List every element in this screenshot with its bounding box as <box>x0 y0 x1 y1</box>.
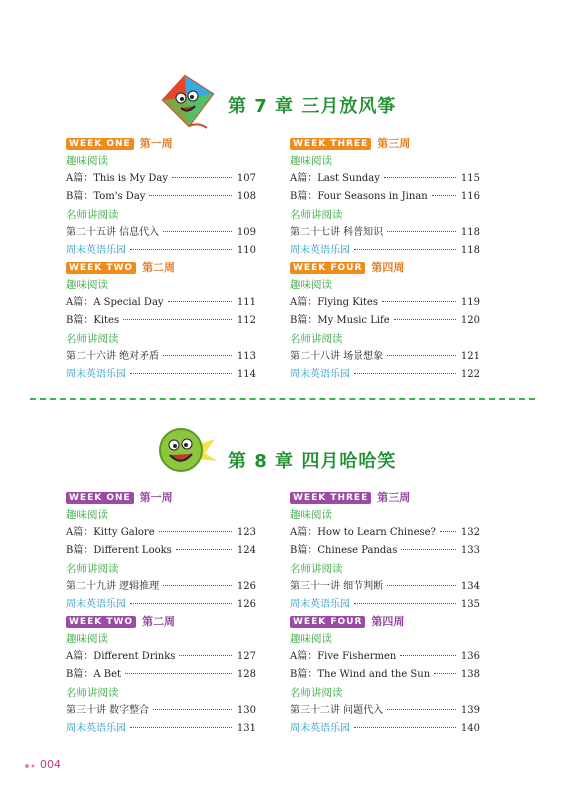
toc-entry[interactable] <box>290 702 480 720</box>
leader-dots <box>123 319 232 320</box>
toc-entry-title: 第二十八讲 场景想象 <box>290 351 384 362</box>
toc-entry[interactable] <box>66 242 256 260</box>
toc-entry[interactable] <box>290 596 480 614</box>
week-badge: WEEK THREE <box>290 138 371 150</box>
toc-entry[interactable] <box>290 542 480 560</box>
leader-dots <box>354 249 456 250</box>
section-heading: 名师讲阅读 <box>66 687 119 699</box>
section-heading: 趣味阅读 <box>66 509 108 521</box>
toc-entry-page: 122 <box>460 369 480 380</box>
toc-entry[interactable] <box>66 578 256 596</box>
toc-entry[interactable] <box>290 170 480 188</box>
week-heading <box>290 136 480 152</box>
leader-dots <box>434 673 456 674</box>
toc-entry-title: A篇：Flying Kites <box>290 297 378 308</box>
toc-entry-title: B篇：Different Looks <box>66 545 172 556</box>
chapter-7-header <box>0 72 566 132</box>
chapter-8-right-column <box>290 490 480 738</box>
toc-entry-page: 131 <box>236 723 256 734</box>
toc-entry-page: 132 <box>460 527 480 538</box>
toc-entry-page: 124 <box>236 545 256 556</box>
toc-entry[interactable] <box>290 224 480 242</box>
week-badge: WEEK TWO <box>66 616 136 628</box>
toc-entry[interactable] <box>290 666 480 684</box>
toc-entry-page: 109 <box>236 227 256 238</box>
kite-mascot-icon <box>155 72 221 130</box>
leader-dots <box>163 355 232 356</box>
leader-dots <box>130 727 232 728</box>
leader-dots <box>432 195 456 196</box>
toc-entry-page: 113 <box>236 351 256 362</box>
toc-entry[interactable] <box>290 242 480 260</box>
toc-entry-title: A篇：This is My Day <box>66 173 169 184</box>
toc-entry-title: A篇：Five Fishermen <box>290 651 397 662</box>
toc-entry-title: B篇：Four Seasons in Jinan <box>290 191 428 202</box>
toc-entry-title: 周末英语乐园 <box>290 245 350 256</box>
chapter-8-left-column <box>66 490 256 738</box>
toc-entry[interactable] <box>290 578 480 596</box>
toc-entry-page: 130 <box>236 705 256 716</box>
toc-entry-title: 周末英语乐园 <box>66 245 126 256</box>
week-label: 第三周 <box>377 491 411 504</box>
week-label: 第二周 <box>142 615 176 628</box>
toc-entry[interactable] <box>290 524 480 542</box>
section-heading: 趣味阅读 <box>66 633 108 645</box>
toc-entry-page: 123 <box>236 527 256 538</box>
leader-dots <box>159 531 232 532</box>
toc-entry-title: 周末英语乐园 <box>290 369 350 380</box>
leader-dots <box>440 531 456 532</box>
chapter-7-right-column <box>290 136 480 384</box>
toc-entry-page: 128 <box>236 669 256 680</box>
smiley-ball-mascot-icon <box>155 425 219 475</box>
week-heading <box>66 136 256 152</box>
toc-entry[interactable] <box>290 348 480 366</box>
toc-entry[interactable] <box>66 542 256 560</box>
chapter-title: 第 7 章 三月放风筝 <box>228 96 397 117</box>
section-heading: 趣味阅读 <box>290 633 332 645</box>
toc-entry-page: 114 <box>236 369 256 380</box>
toc-entry-page: 121 <box>460 351 480 362</box>
leader-dots <box>394 319 456 320</box>
toc-entry-title: A篇：Different Drinks <box>66 651 176 662</box>
section-heading: 趣味阅读 <box>290 155 332 167</box>
toc-entry-page: 140 <box>460 723 480 734</box>
leader-dots <box>400 655 456 656</box>
leader-dots <box>130 373 232 374</box>
toc-entry-title: 周末英语乐园 <box>66 369 126 380</box>
week-badge: WEEK THREE <box>290 492 371 504</box>
toc-entry-title: 周末英语乐园 <box>290 723 350 734</box>
toc-entry-page: 110 <box>236 245 256 256</box>
leader-dots <box>354 373 456 374</box>
leader-dots <box>130 603 232 604</box>
toc-entry-title: 周末英语乐园 <box>66 599 126 610</box>
section-heading: 趣味阅读 <box>290 509 332 521</box>
leader-dots <box>130 249 232 250</box>
toc-entry[interactable] <box>66 596 256 614</box>
toc-entry-title: A篇：A Special Day <box>66 297 164 308</box>
week-label: 第四周 <box>371 615 405 628</box>
week-label: 第三周 <box>377 137 411 150</box>
leader-dots <box>387 709 456 710</box>
week-label: 第一周 <box>139 491 173 504</box>
toc-entry-page: 135 <box>460 599 480 610</box>
section-heading: 趣味阅读 <box>66 155 108 167</box>
toc-entry-page: 133 <box>460 545 480 556</box>
week-heading <box>290 490 480 506</box>
section-heading: 名师讲阅读 <box>66 333 119 345</box>
week-label: 第一周 <box>139 137 173 150</box>
leader-dots <box>149 195 232 196</box>
leader-dots <box>153 709 232 710</box>
toc-entry-page: 115 <box>460 173 480 184</box>
section-heading: 名师讲阅读 <box>66 209 119 221</box>
toc-entry-page: 107 <box>236 173 256 184</box>
section-heading: 名师讲阅读 <box>290 333 343 345</box>
toc-entry[interactable] <box>66 648 256 666</box>
toc-entry-title: 第二十七讲 科普知识 <box>290 227 384 238</box>
toc-entry-title: B篇：Tom's Day <box>66 191 146 202</box>
toc-entry-title: 第二十五讲 信息代入 <box>66 227 160 238</box>
toc-entry[interactable] <box>66 170 256 188</box>
toc-entry-page: 139 <box>460 705 480 716</box>
leader-dots <box>163 585 232 586</box>
toc-entry-title: A篇：How to Learn Chinese? <box>290 527 436 538</box>
section-heading: 名师讲阅读 <box>290 687 343 699</box>
week-badge: WEEK TWO <box>66 262 136 274</box>
toc-entry-title: B篇：Kites <box>66 315 120 326</box>
toc-entry-title: A篇：Kitty Galore <box>66 527 155 538</box>
leader-dots <box>176 549 232 550</box>
leader-dots <box>163 231 232 232</box>
toc-entry-title: 第三十讲 数字整合 <box>66 705 150 716</box>
chapter-title: 第 8 章 四月哈哈笑 <box>228 451 397 472</box>
toc-entry-title: B篇：The Wind and the Sun <box>290 669 431 680</box>
section-heading: 名师讲阅读 <box>290 209 343 221</box>
leader-dots <box>172 177 232 178</box>
toc-entry-page: 116 <box>460 191 480 202</box>
toc-entry-page: 127 <box>236 651 256 662</box>
toc-entry-title: B篇：Chinese Pandas <box>290 545 398 556</box>
leader-dots <box>401 549 456 550</box>
toc-entry-title: 第三十二讲 问题代入 <box>290 705 384 716</box>
toc-entry-title: B篇：A Bet <box>66 669 122 680</box>
toc-entry-title: A篇：Last Sunday <box>290 173 380 184</box>
week-badge: WEEK ONE <box>66 138 134 150</box>
toc-entry-page: 119 <box>460 297 480 308</box>
week-badge: WEEK FOUR <box>290 262 365 274</box>
week-label: 第四周 <box>371 261 405 274</box>
toc-entry[interactable] <box>66 666 256 684</box>
leader-dots <box>168 301 232 302</box>
toc-entry[interactable] <box>290 312 480 330</box>
toc-entry[interactable] <box>66 524 256 542</box>
toc-entry-page: 120 <box>460 315 480 326</box>
week-heading <box>66 614 256 630</box>
page-number: 004 <box>40 758 61 771</box>
toc-entry[interactable] <box>290 720 480 738</box>
toc-entry-title: B篇：My Music Life <box>290 315 390 326</box>
toc-entry-title: 第二十六讲 绝对矛盾 <box>66 351 160 362</box>
leader-dots <box>387 231 456 232</box>
toc-entry-page: 112 <box>236 315 256 326</box>
toc-entry[interactable] <box>66 294 256 312</box>
week-badge: WEEK FOUR <box>290 616 365 628</box>
leader-dots <box>179 655 232 656</box>
section-heading: 名师讲阅读 <box>290 563 343 575</box>
leader-dots <box>354 603 456 604</box>
toc-entry-title: 第二十九讲 逻辑推理 <box>66 581 160 592</box>
section-heading: 趣味阅读 <box>66 279 108 291</box>
toc-entry[interactable] <box>66 188 256 206</box>
leader-dots <box>387 355 456 356</box>
toc-entry-page: 108 <box>236 191 256 202</box>
leader-dots <box>384 177 456 178</box>
toc-entry-page: 126 <box>236 581 256 592</box>
toc-entry-page: 118 <box>460 245 480 256</box>
toc-entry-title: 第三十一讲 细节判断 <box>290 581 384 592</box>
toc-entry-title: 周末英语乐园 <box>66 723 126 734</box>
leader-dots <box>382 301 456 302</box>
week-heading <box>290 260 480 276</box>
toc-entry[interactable] <box>66 366 256 384</box>
toc-entry[interactable] <box>290 648 480 666</box>
toc-entry[interactable] <box>290 188 480 206</box>
chapter-divider <box>30 398 535 400</box>
toc-entry[interactable] <box>66 312 256 330</box>
toc-entry-page: 138 <box>460 669 480 680</box>
leader-dots <box>387 585 456 586</box>
toc-entry-page: 134 <box>460 581 480 592</box>
section-heading: 名师讲阅读 <box>66 563 119 575</box>
toc-entry[interactable] <box>66 702 256 720</box>
chapter-8-header <box>0 425 566 485</box>
toc-entry-page: 118 <box>460 227 480 238</box>
leader-dots <box>125 673 232 674</box>
week-badge: WEEK ONE <box>66 492 134 504</box>
toc-entry[interactable] <box>290 294 480 312</box>
toc-entry[interactable] <box>290 366 480 384</box>
toc-entry[interactable] <box>66 720 256 738</box>
toc-entry[interactable] <box>66 348 256 366</box>
leader-dots <box>354 727 456 728</box>
chapter-7-left-column <box>66 136 256 384</box>
toc-entry-title: 周末英语乐园 <box>290 599 350 610</box>
week-heading <box>66 490 256 506</box>
week-label: 第二周 <box>142 261 176 274</box>
toc-entry-page: 136 <box>460 651 480 662</box>
toc-entry-page: 126 <box>236 599 256 610</box>
section-heading: 趣味阅读 <box>290 279 332 291</box>
week-heading <box>66 260 256 276</box>
toc-entry-page: 111 <box>236 297 256 308</box>
week-heading <box>290 614 480 630</box>
toc-entry[interactable] <box>66 224 256 242</box>
